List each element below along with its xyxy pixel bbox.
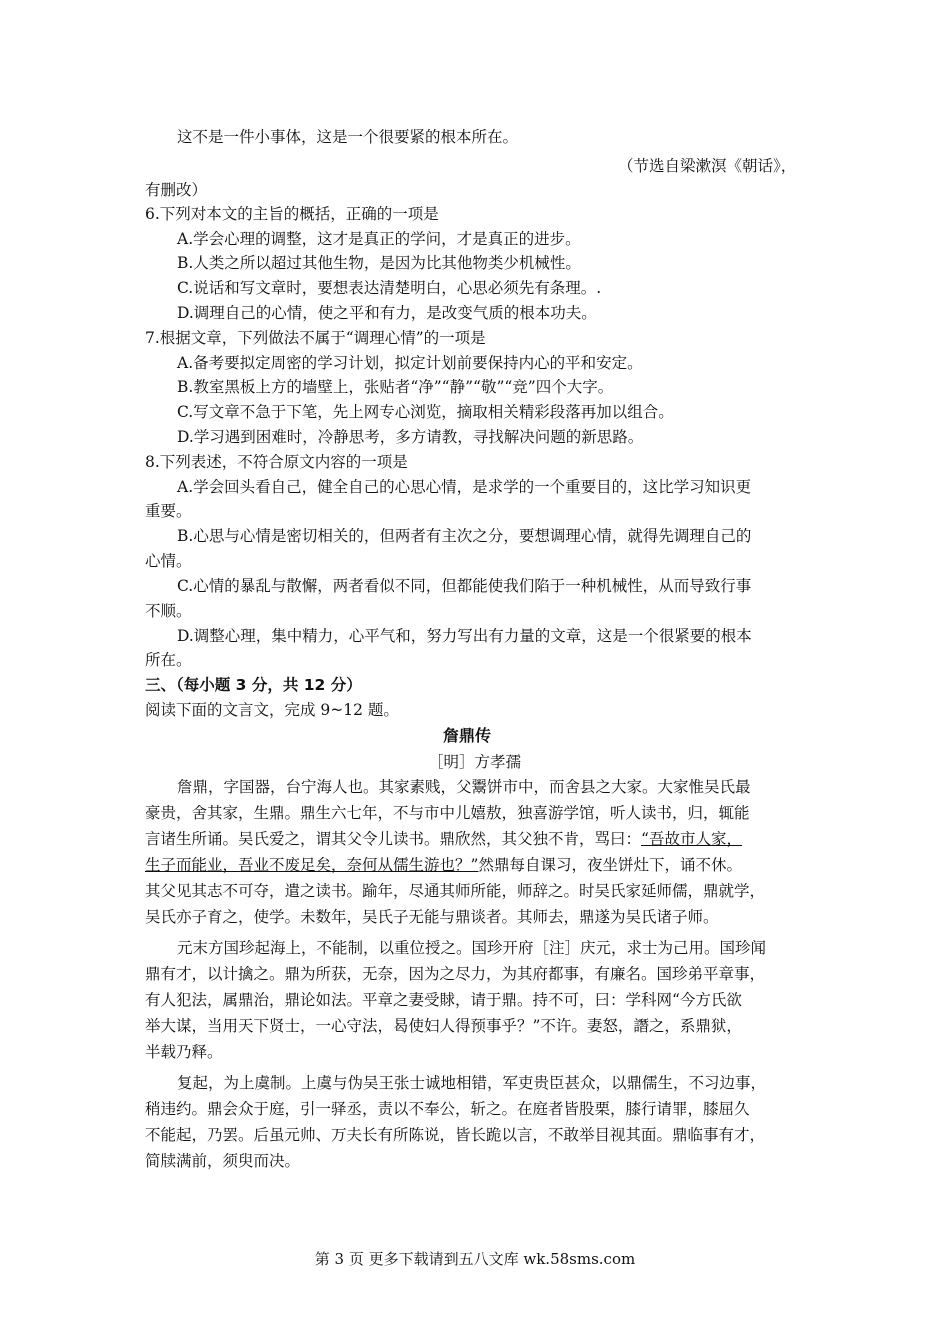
q8-option-b-line1: B.心思与心情是密切相关的，但两者有主次之分，要想调理心情，就得先调理自己的 (177, 527, 752, 545)
passage-source-line1: （节选自梁漱溟《朝话》， (618, 157, 797, 175)
classical-underlined-quote-part1: “吾故市人家， (641, 830, 742, 848)
q8-option-b-line2: 心情。 (145, 552, 192, 570)
q6-option-b: B.人类之所以超过其他生物，是因为比其他物类少机械性。 (177, 254, 581, 272)
classical-p2-line5: 半载乃释。 (145, 1043, 223, 1061)
q6-option-c: C.说话和写文章时，要想表达清楚明白，心思必须先有条理。. (177, 279, 602, 297)
passage-source-line2: 有删改） (145, 181, 208, 199)
q8-option-d-line2: 所在。 (145, 651, 192, 669)
section3-heading: 三、（每小题 3 分，共 12 分） (145, 676, 362, 694)
classical-p2-line3: 有人犯法，属鼎治，鼎论如法。平章之妻受賕，请于鼎。持不可，曰：学科网“今方氏欲 (145, 991, 742, 1009)
classical-p3-line1: 复起，为上虞制。上虞与伪吴王张士诚地相错，军吏贵臣甚众，以鼎儒生，不习边事， (177, 1074, 767, 1092)
q7-option-d: D.学习遇到困难时，冷静思考，多方请教，寻找解决问题的新思路。 (177, 428, 644, 446)
classical-underlined-quote-part2: 生子而能业，吾业不废足矣，奈何从儒生游也？” (145, 856, 479, 874)
classical-p2-line2: 鼎有才，以计擒之。鼎为所获，无奈，因为之尽力，为其府都事，有廉名。国珍弟平章事， (145, 965, 766, 983)
q6-option-a: A.学会心理的调整，这才是真正的学问，才是真正的进步。 (177, 230, 581, 248)
classical-title: 詹鼎传 (443, 726, 492, 745)
classical-author: ［明］方孝孺 (428, 753, 522, 771)
classical-p1-line5: 其父见其志不可夺，遣之读书。踰年，尽通其师所能，师辞之。时吴氏家延师儒，鼎就学， (145, 882, 766, 900)
q7-option-a: A.备考要拟定周密的学习计划，拟定计划前要保持内心的平和安定。 (177, 354, 643, 372)
q7-stem: 7.根据文章，下列做法不属于“调理心情”的一项是 (145, 329, 486, 347)
q8-option-a-line2: 重要。 (145, 502, 192, 520)
classical-p1-line4-text: 然鼎每自课习，夜坐饼灶下，诵不休。 (478, 856, 742, 874)
classical-p1-line3-text: 言诸生所诵。吴氏爱之，谓其父令儿读书。鼎欣然，其父独不肯，骂曰： (145, 830, 642, 848)
q8-option-a-line1: A.学会回头看自己，健全自己的心思心情，是求学的一个重要目的，这比学习知识更 (177, 478, 752, 496)
classical-p3-line2: 稍违约。鼎会众于庭，引一驿丞，责以不奉公，斩之。在庭者皆股栗，膝行请罪，膝屈久 (145, 1100, 750, 1118)
page-footer: 第 3 页 更多下载请到五八文库 wk.58sms.com (314, 1250, 636, 1268)
passage-closing-line: 这不是一件小事体，这是一个很要紧的根本所在。 (177, 128, 519, 146)
q7-option-c: C.写文章不急于下笔，先上网专心浏览，摘取相关精彩段落再加以组合。 (177, 403, 674, 421)
q7-option-b: B.教室黑板上方的墙壁上，张贴者“净”“静”“敬”“竞”四个大字。 (177, 378, 614, 396)
classical-p1-line4 (145, 855, 742, 875)
classical-p1-line3 (145, 829, 742, 849)
q6-stem: 6.下列对本文的主旨的概括，正确的一项是 (145, 205, 439, 223)
q8-option-c-line1: C.心情的暴乱与散懈，两者看似不同，但都能使我们陷于一种机械性，从而导致行事 (177, 577, 752, 595)
classical-p2-line4: 举大谋，当用天下贤士，一心守法，曷使妇人得预事乎？”不许。妻怒，譖之，系鼎狱， (145, 1017, 742, 1035)
classical-p3-line3: 不能起，乃罢。后虽元帅、万夫长有所陈说，皆长跪以言，不敢举目视其面。鼎临事有才， (145, 1126, 766, 1144)
q6-option-d: D.调理自己的心情，使之平和有力，是改变气质的根本功夫。 (177, 304, 597, 322)
classical-p3-line4: 简牍满前，须臾而决。 (145, 1152, 301, 1170)
q8-option-d-line1: D.调整心理，集中精力，心平气和，努力写出有力量的文章，这是一个很紧要的根本 (177, 627, 752, 645)
section3-instruction: 阅读下面的文言文，完成 9~12 题。 (145, 701, 399, 719)
q8-option-c-line2: 不顺。 (145, 602, 192, 620)
classical-p1-line2: 豪贵，舍其家，生鼎。鼎生六七年，不与市中儿嬉敖，独喜游学馆，听人读书，归，辄能 (145, 804, 750, 822)
classical-p1-line1: 詹鼎，字国器，台宁海人也。其家素贱，父鬻饼市中，而舍县之大家。大家惟吴氏最 (177, 778, 751, 796)
q8-stem: 8.下列表述，不符合原文内容的一项是 (145, 453, 408, 471)
classical-p2-line1: 元末方国珍起海上，不能制，以重位授之。国珍开府［注］庆元，求士为己用。国珍闻 (177, 939, 767, 957)
classical-p1-line6: 吴氏亦子育之，使学。未数年，吴氏子无能与鼎谈者。其师去，鼎遂为吴氏诸子师。 (145, 908, 719, 926)
